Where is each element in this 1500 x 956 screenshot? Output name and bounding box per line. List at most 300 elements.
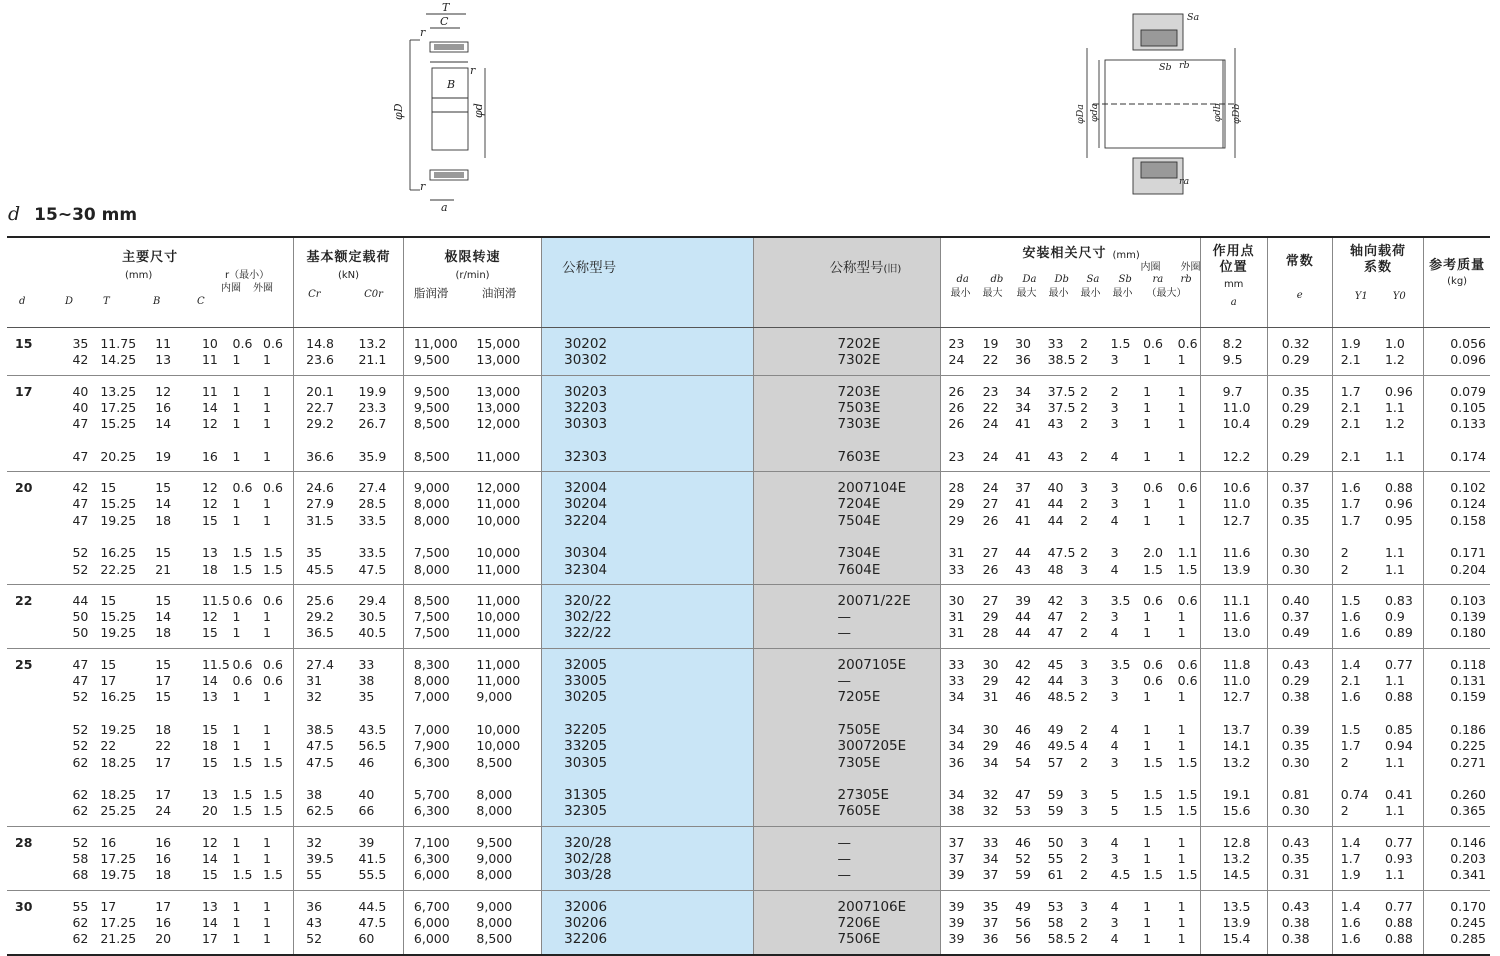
cell-value: 0.6	[263, 480, 283, 496]
table-cell-col-18	[1103, 890, 1136, 954]
table-cell-col-24	[1377, 584, 1424, 648]
cell-value: 43	[1047, 416, 1064, 432]
header-mass-unit: (kg)	[1447, 276, 1468, 288]
cell-value: 8,500	[413, 592, 450, 608]
cell-value: 14	[201, 673, 218, 689]
cell-value: 1	[1143, 496, 1152, 512]
cell-value: 59	[1047, 803, 1064, 819]
cell-value: 27	[982, 592, 999, 608]
header-oil: 油润滑	[481, 285, 517, 300]
table-cell-col-9	[403, 328, 466, 376]
cell-value: 1	[263, 851, 271, 867]
cell-value: 1	[1177, 898, 1186, 914]
cell-value: 2.0	[1143, 545, 1163, 561]
table-cell-col-22	[1267, 328, 1332, 376]
cell-value: 30	[1015, 336, 1031, 351]
cell-value: 1.9	[1340, 336, 1361, 351]
table-cell-col-23	[1332, 648, 1377, 826]
table-cell-col-6	[259, 826, 294, 890]
table-cell-col-2	[92, 826, 145, 890]
cell-value: 39	[948, 898, 965, 914]
table-cell-col-14	[975, 472, 1008, 585]
cell-value: 0.6	[1143, 673, 1163, 689]
cell-value: 1.5	[1143, 867, 1163, 883]
cell-value: 4	[1110, 834, 1119, 850]
cell-value: 52	[1015, 851, 1031, 867]
cell-value: 0.37	[1281, 609, 1310, 625]
cell-value: 54	[1015, 754, 1031, 770]
cell-value: 52	[72, 721, 89, 737]
cell-value: 38.5	[306, 721, 334, 737]
table-cell-col-17	[1072, 328, 1102, 376]
cell-value: 11.6	[1222, 545, 1251, 561]
cell-value: 2	[1340, 561, 1349, 577]
cell-value: 0.6	[232, 480, 253, 496]
cell-value: 11,000	[476, 496, 521, 512]
cell-value: 20.25	[100, 448, 137, 464]
table-cell-col-25	[1424, 648, 1490, 826]
bore-diameter-value: 30	[15, 898, 33, 914]
cell-value: 1.5	[232, 803, 253, 819]
cell-value: 43	[306, 914, 323, 930]
header-model-old-title: 公称型号	[829, 260, 884, 276]
cell-value: 55	[1047, 851, 1064, 867]
cell-value: 3	[1080, 656, 1089, 672]
cell-value: 0.6	[1143, 656, 1163, 672]
table-cell-col-24	[1377, 328, 1424, 376]
cell-value: 8,300	[413, 656, 450, 672]
cell-value: 14	[201, 399, 218, 415]
old-model-number: —	[837, 867, 852, 884]
cell-value: 1.1	[1384, 754, 1405, 770]
cell-value: 1	[263, 721, 271, 737]
table-cell-col-4	[192, 890, 229, 954]
cell-value: 17.25	[100, 851, 137, 867]
table-cell-col-23	[1332, 472, 1377, 585]
old-model-number: —	[837, 851, 852, 868]
cell-value: 6,300	[413, 803, 450, 819]
old-model-number: 7205E	[837, 689, 881, 706]
cell-value: 3	[1110, 399, 1119, 415]
cell-value: 19.25	[100, 721, 137, 737]
cell-value: 1	[1143, 383, 1152, 399]
cell-value: 50	[1047, 834, 1064, 850]
cell-value: 39	[948, 931, 965, 947]
cell-value: 7,900	[413, 738, 450, 754]
cell-value: 1	[1177, 448, 1186, 464]
header-speed-unit: (r/min)	[455, 270, 490, 282]
cell-value: 36.5	[306, 625, 334, 641]
cell-value: 1.1	[1384, 867, 1405, 883]
table-cell-col-7	[294, 328, 347, 376]
cell-value: 6,700	[413, 898, 450, 914]
old-model-number: 7302E	[837, 352, 881, 369]
cell-value: 59	[1047, 787, 1064, 803]
cell-value: 10,000	[476, 512, 521, 528]
table-cell-col-25	[1424, 826, 1490, 890]
cell-value: 1.9	[1340, 867, 1361, 883]
table-cell-col-20	[1170, 328, 1200, 376]
cell-value: 1.0	[1384, 336, 1405, 351]
table-cell-col-14	[975, 648, 1008, 826]
cell-value: 13.9	[1222, 914, 1251, 930]
cell-value: 36	[948, 754, 965, 770]
cell-value: 7,000	[413, 721, 450, 737]
table-cell-col-19	[1135, 375, 1170, 471]
table-cell-col-25	[1424, 328, 1490, 376]
cell-value: 1	[263, 625, 271, 641]
table-cell-col-11	[542, 472, 753, 585]
cell-value: 58	[72, 851, 89, 867]
cell-value: 11.5	[201, 656, 230, 672]
table-cell-col-13	[940, 375, 975, 471]
cell-value: 9.5	[1222, 352, 1243, 368]
cell-value: 21.1	[358, 352, 387, 368]
cell-value: 14	[201, 851, 218, 867]
cell-value: 10,000	[476, 609, 521, 625]
table-cell-col-1	[54, 648, 93, 826]
cell-value: 11.5	[201, 592, 230, 608]
table-cell-col-23	[1332, 375, 1377, 471]
cell-value: 0.96	[1384, 496, 1413, 512]
label-r1: r	[420, 26, 426, 39]
cell-value: 2	[1340, 754, 1349, 770]
model-number: 30203	[564, 383, 608, 400]
cell-value: 1.5	[263, 867, 283, 883]
cell-value: 1.5	[1143, 803, 1163, 819]
table-cell-col-20	[1170, 648, 1200, 826]
cell-value: 0.6	[1177, 592, 1198, 608]
cell-value: 52	[72, 738, 89, 754]
table-cell-col-13	[940, 890, 975, 954]
cell-value: 11.1	[1222, 592, 1251, 608]
cell-value: 43	[1047, 448, 1064, 464]
cell-value: 47.5	[1047, 545, 1076, 561]
cell-value: 32	[306, 689, 323, 705]
cell-value: 0.77	[1384, 898, 1413, 914]
cell-value: 23.6	[306, 352, 334, 368]
cell-value: 1.5	[1143, 561, 1163, 577]
model-number: 320/22	[564, 592, 612, 609]
cell-value: 39.5	[306, 851, 334, 867]
cell-value: 1.5	[1177, 787, 1198, 803]
header-main-dims	[7, 237, 294, 328]
cell-value: 13	[201, 787, 218, 803]
table-cell-col-9	[403, 890, 466, 954]
cell-value: 44	[1047, 512, 1064, 528]
cell-value: 4	[1110, 561, 1119, 577]
cell-value: 0.93	[1384, 851, 1413, 867]
cell-value: 37.5	[1047, 383, 1076, 399]
cell-value: 33	[948, 673, 965, 689]
cell-value: 41	[1015, 448, 1031, 464]
cell-value: 56	[1015, 931, 1031, 947]
table-cell-col-1	[54, 826, 93, 890]
cell-value: 2	[1080, 512, 1089, 528]
cell-value: 40	[358, 787, 375, 803]
cell-value: 43.5	[358, 721, 387, 737]
cell-value: 19.9	[358, 383, 387, 399]
cell-value: 62.5	[306, 803, 334, 819]
cell-value: 27.4	[306, 656, 334, 672]
model-number: 32205	[564, 721, 608, 738]
cell-value: 15	[100, 656, 117, 672]
cell-value: 8,000	[413, 512, 450, 528]
header-mount-title: 安装相关尺寸	[1022, 246, 1107, 261]
cell-value: 47	[72, 512, 89, 528]
table-cell-col-20	[1170, 890, 1200, 954]
cell-value: 0.38	[1281, 914, 1310, 930]
cell-value: 42	[72, 352, 89, 368]
cell-value: 46	[358, 754, 375, 770]
cell-value: 0.31	[1281, 867, 1310, 883]
table-cell-col-23	[1332, 826, 1377, 890]
cell-value: 22	[100, 738, 117, 754]
cell-value: 52	[72, 545, 89, 561]
model-number: 320/28	[564, 834, 612, 851]
header-mass	[1424, 237, 1490, 328]
table-group-row	[7, 890, 1490, 954]
cell-value: 15	[155, 592, 172, 608]
cell-value: 18	[155, 512, 172, 528]
cell-value: 0.271	[1450, 754, 1486, 770]
cell-value: 25.25	[100, 803, 137, 819]
cell-value: 1	[263, 383, 271, 399]
cell-value: 15.6	[1222, 803, 1251, 819]
cell-value: 11,000	[476, 561, 521, 577]
cell-value: 0.88	[1384, 480, 1413, 496]
cell-value: 13,000	[476, 352, 521, 368]
cell-value: 1.6	[1340, 480, 1361, 496]
cell-value: 48	[1047, 561, 1064, 577]
cell-value: 0.203	[1450, 851, 1486, 867]
header-axial-title: 轴向载荷	[1350, 244, 1407, 259]
cell-value: 1	[1177, 352, 1186, 368]
table-cell-col-21	[1200, 648, 1267, 826]
table-cell-col-24	[1377, 890, 1424, 954]
cell-value: 12	[201, 480, 218, 496]
cell-value: 5,700	[413, 787, 450, 803]
cell-value: 22	[155, 738, 172, 754]
table-cell-col-3	[145, 648, 192, 826]
label-T: T	[442, 1, 450, 14]
cell-value: 1	[232, 496, 241, 512]
cell-value: 3	[1080, 803, 1089, 819]
model-number: 30303	[564, 416, 608, 433]
table-cell-col-4	[192, 584, 229, 648]
cell-value: 13	[201, 689, 218, 705]
header-mount-inner: 内圈	[1140, 262, 1161, 273]
cell-value: 0.40	[1281, 592, 1310, 608]
cell-value: 16	[155, 834, 172, 850]
header-sym-db: db	[990, 274, 1004, 285]
table-cell-col-25	[1424, 584, 1490, 648]
cell-value: 29	[982, 673, 999, 689]
model-number: 303/28	[564, 867, 612, 884]
table-cell-col-2	[92, 648, 145, 826]
cell-value: 0.131	[1450, 673, 1486, 689]
cell-value: 33.5	[358, 512, 387, 528]
cell-value: 38	[358, 673, 375, 689]
cell-value: 56	[1015, 914, 1031, 930]
cell-value: 68	[72, 867, 89, 883]
table-cell-col-11	[542, 648, 753, 826]
cell-value: 24.6	[306, 480, 334, 496]
cell-value: 36	[1015, 352, 1031, 368]
cell-value: 1.5	[232, 561, 253, 577]
model-number: 30205	[564, 689, 608, 706]
old-model-number: 20071/22E	[837, 592, 911, 609]
header-load-unit: (kN)	[337, 270, 360, 282]
cell-value: 8,000	[476, 787, 513, 803]
cell-value: 38	[306, 787, 323, 803]
old-model-number: 2007104E	[837, 480, 907, 497]
cell-value: 31.5	[306, 512, 334, 528]
cell-value: 20	[201, 803, 218, 819]
cell-value: 14	[155, 416, 172, 432]
cell-value: 26	[948, 399, 965, 415]
cell-value: 12	[201, 834, 218, 850]
header-limit-0: 最小	[950, 288, 971, 299]
table-cell-col-17	[1072, 826, 1102, 890]
cell-value: 17	[155, 787, 172, 803]
cell-value: 15	[155, 480, 172, 496]
cell-value: 2	[1080, 352, 1089, 368]
table-cell-col-18	[1103, 328, 1136, 376]
cell-value: 29.2	[306, 609, 334, 625]
model-number: 30302	[564, 352, 608, 369]
cell-value: 1	[232, 689, 241, 705]
header-sym-B: B	[153, 296, 161, 308]
heading-symbol: d	[8, 203, 21, 225]
cell-value: 1	[232, 851, 241, 867]
cell-value: 0.158	[1450, 512, 1486, 528]
cell-value: 14.5	[1222, 867, 1251, 883]
cell-value: 9,500	[413, 399, 450, 415]
cell-value: 1.5	[1177, 867, 1198, 883]
header-model	[542, 237, 753, 328]
cell-value: 31	[948, 545, 965, 561]
cell-value: 18	[155, 721, 172, 737]
table-cell-col-11	[542, 890, 753, 954]
cell-value: 1	[1143, 689, 1152, 705]
cell-value: 1	[1143, 914, 1152, 930]
table-cell-col-21	[1200, 472, 1267, 585]
table-cell-col-16	[1040, 328, 1076, 376]
cell-value: 0.6	[1177, 480, 1198, 496]
header-acting	[1200, 237, 1267, 328]
cell-value: 3	[1110, 851, 1119, 867]
label-phidb: φdb	[1212, 103, 1223, 122]
cell-value: 1	[1177, 496, 1186, 512]
cell-value: 7,500	[413, 545, 450, 561]
cell-value: 37	[982, 914, 999, 930]
cell-value: 0.6	[263, 656, 283, 672]
cell-value: 39	[948, 914, 965, 930]
cell-value: 40	[72, 399, 89, 415]
cell-value: 2.1	[1340, 673, 1361, 689]
bore-diameter-value: 17	[15, 383, 33, 399]
header-mount-unit: (mm)	[1112, 250, 1140, 261]
old-model-number: —	[837, 625, 852, 642]
cell-value: 15	[201, 512, 218, 528]
old-model-number: 7604E	[837, 561, 881, 578]
header-sym-Db: Db	[1054, 274, 1069, 285]
cell-value: 34	[982, 754, 999, 770]
header-r-label: r（最小）	[225, 270, 270, 282]
bore-diameter-value: 22	[15, 592, 33, 608]
cell-value: 45	[1047, 656, 1064, 672]
cell-value: 19	[155, 448, 172, 464]
header-limit-5: 最小	[1112, 288, 1133, 299]
cell-value: 47	[72, 496, 89, 512]
table-cell-col-22	[1267, 472, 1332, 585]
cell-value: 6,000	[413, 914, 450, 930]
cell-value: 15.25	[100, 609, 137, 625]
cell-value: 11	[201, 352, 218, 368]
cell-value: 12,000	[476, 480, 521, 496]
table-cell-col-19	[1135, 890, 1170, 954]
cell-value: 47.5	[306, 754, 334, 770]
cell-value: 1	[263, 738, 271, 754]
cell-value: 4	[1110, 931, 1119, 947]
table-cell-col-5	[229, 648, 259, 826]
cell-value: 0.056	[1450, 336, 1486, 351]
cell-value: 12	[201, 609, 218, 625]
cell-value: 0.43	[1281, 834, 1310, 850]
cell-value: 44	[1015, 545, 1031, 561]
table-cell-col-16	[1040, 375, 1076, 471]
table-cell-col-10	[466, 648, 541, 826]
header-model-title: 公称型号	[562, 260, 617, 276]
label-rb: rb	[1179, 60, 1190, 71]
cell-value: 37	[948, 851, 965, 867]
cell-value: 0.43	[1281, 898, 1310, 914]
cell-value: 44	[1015, 609, 1031, 625]
model-number: 302/28	[564, 851, 612, 868]
bearing-table	[7, 236, 1490, 948]
cell-value: 14	[155, 609, 172, 625]
table-cell-col-24	[1377, 472, 1424, 585]
cell-value: 61	[1047, 867, 1064, 883]
cell-value: 11,000	[476, 673, 521, 689]
cell-value: 0.35	[1281, 738, 1310, 754]
cell-value: 0.171	[1450, 545, 1486, 561]
cell-value: 42	[1047, 592, 1064, 608]
cell-value: 3	[1080, 834, 1089, 850]
cell-value: 1	[1177, 721, 1186, 737]
cell-value: 40	[1047, 480, 1064, 496]
cell-value: 32	[982, 803, 999, 819]
cell-value: 42	[1015, 673, 1031, 689]
cell-value: 16	[100, 834, 117, 850]
cell-value: 33	[982, 834, 999, 850]
table-cell-col-9	[403, 648, 466, 826]
cell-value: 19.25	[100, 512, 137, 528]
cell-value: 10.6	[1222, 480, 1251, 496]
cell-value: 1	[232, 914, 241, 930]
cell-value: 0.83	[1384, 592, 1413, 608]
cell-value: 13.5	[1222, 898, 1251, 914]
cell-value: 1	[263, 416, 271, 432]
table-cell-col-7	[294, 890, 347, 954]
table-cell-col-13	[940, 584, 975, 648]
cell-value: 40.5	[358, 625, 387, 641]
table-cell-col-13	[940, 826, 975, 890]
cell-value: 0.77	[1384, 834, 1413, 850]
cell-value: 0.103	[1450, 592, 1486, 608]
table-cell-col-1	[54, 584, 93, 648]
